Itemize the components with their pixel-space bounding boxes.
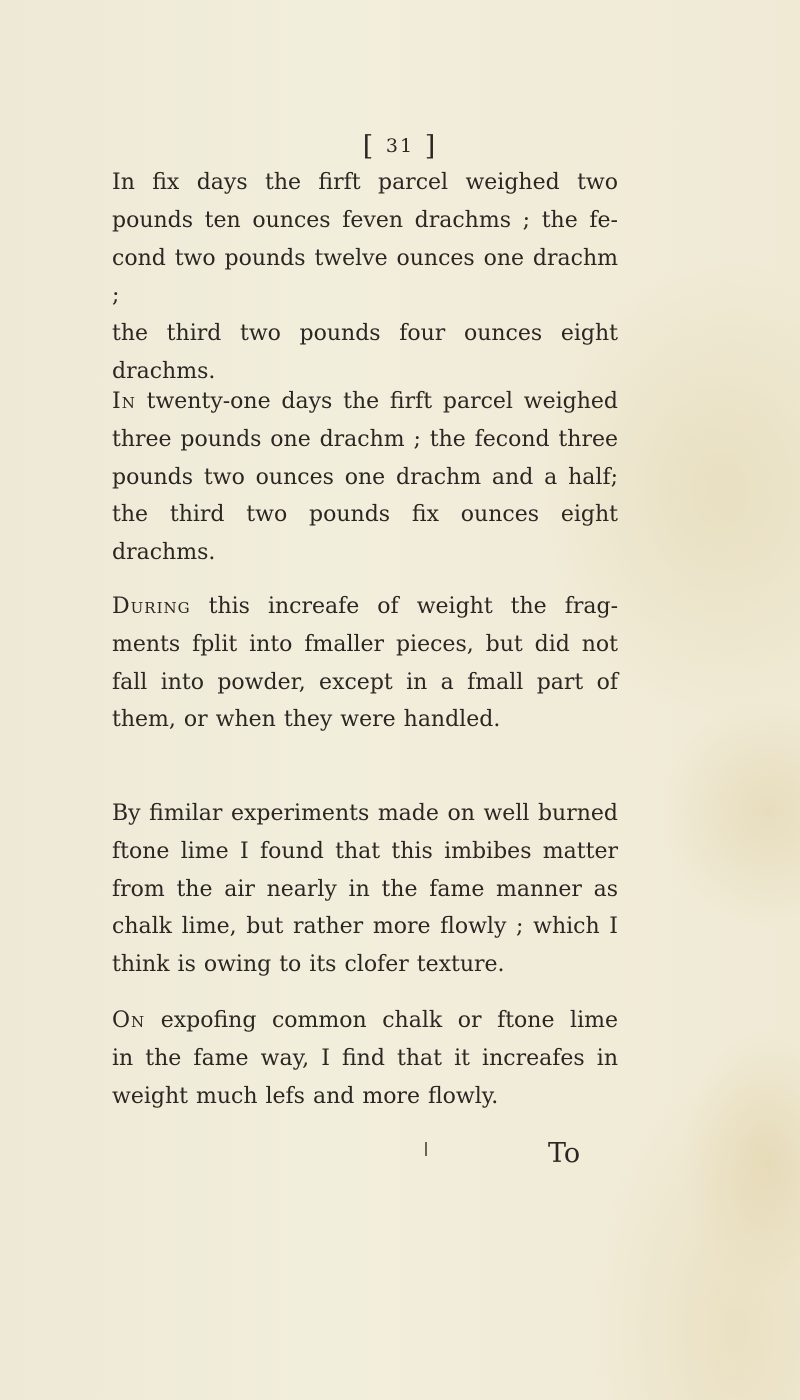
text-line: ftone lime I found that this imbibes matter [112,838,618,864]
text-line: In fix days the firft parcel weighed two [112,170,618,195]
text-line: drachms. [112,540,216,566]
bracket-close: ] [424,131,438,162]
text-line: chalk lime, but rather more flowly ; which I [112,914,618,940]
paragraph-lead: In [112,389,136,414]
text-line: them, or when they were handled. [112,707,501,733]
text-line: drachms. [112,358,216,384]
paragraph-5 [112,1002,618,1115]
text-line: cond two pounds twelve ounces one drachm ; [112,245,618,309]
catchword: To [548,1138,581,1169]
text-line: ments fplit into fmaller pieces, but did not [112,631,618,657]
stray-mark [425,1142,427,1156]
page-number: 31 [385,135,415,157]
text-fragment: twenty-one days the firft parcel weighed [135,389,618,414]
text-line: in the fame way, I find that it increafes in [112,1045,618,1071]
text-line: the third two pounds four ounces eight [112,321,618,347]
paragraph-4 [112,795,618,984]
text-fragment: this increafe of weight the frag- [190,594,618,619]
text-line: pounds ten ounces feven drachms ; the fe- [112,207,618,233]
bracket-open: [ [362,131,376,162]
text-line: fall into powder, except in a fmall part of [112,669,618,695]
text-line [112,383,618,421]
paragraph-1 [112,164,618,391]
text-line: from the air nearly in the fame manner as [112,876,618,902]
paragraph-2 [112,383,618,572]
paragraph-lead: On [112,1008,146,1033]
paragraph-lead: During [112,594,191,619]
text-line: weight much lefs and more flowly. [112,1083,499,1109]
text-line: pounds two ounces one drachm and a half; [112,464,618,490]
text-line [112,1002,618,1040]
text-fragment: expofing common chalk or ftone lime [145,1008,618,1033]
page-header [0,126,800,167]
text-line: By fimilar experiments made on well burned [112,801,618,826]
text-line [112,588,618,626]
paragraph-3 [112,588,618,739]
text-line: three pounds one drachm ; the fecond three [112,426,618,452]
text-line: think is owing to its clofer texture. [112,952,505,978]
text-line: the third two pounds fix ounces eight [112,502,618,528]
